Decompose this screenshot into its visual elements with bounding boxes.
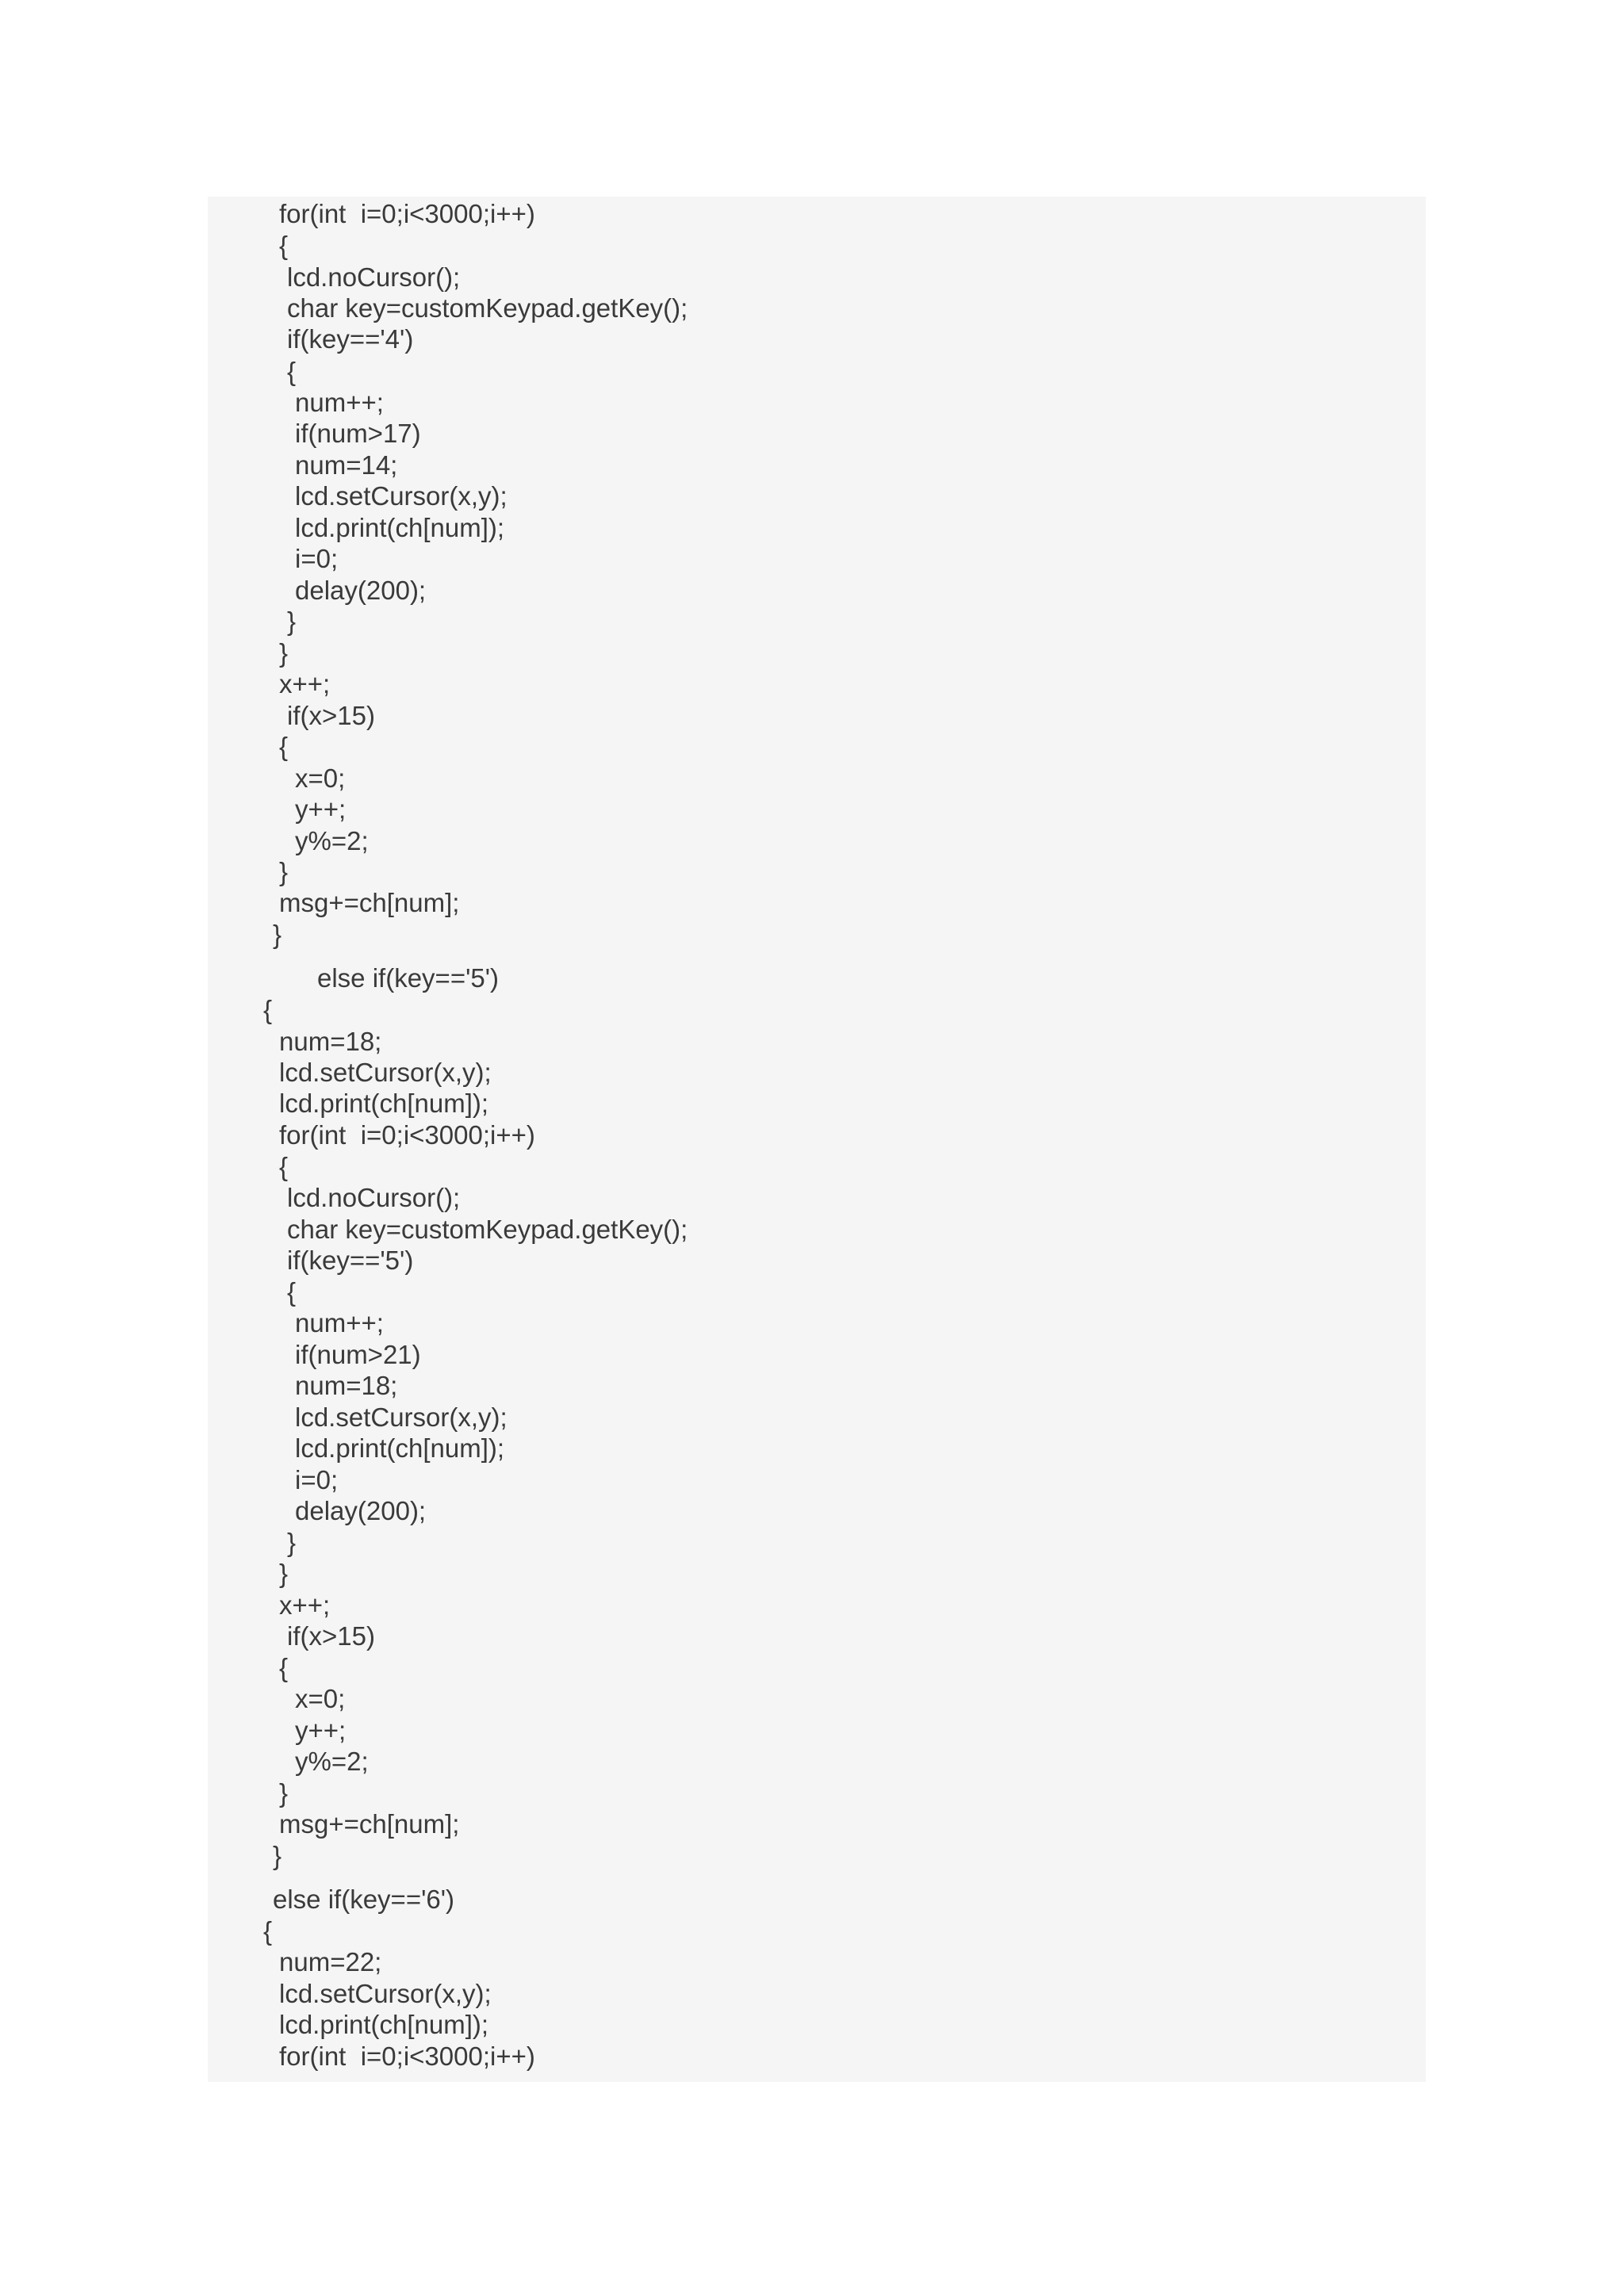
code-line: {: [279, 732, 289, 761]
code-line: i=0;: [295, 544, 339, 573]
code-line: if(num>21): [295, 1340, 421, 1369]
code-line: if(num>17): [295, 419, 421, 448]
code-line: {: [287, 357, 297, 386]
code-line: num=18;: [279, 1027, 382, 1056]
code-line: if(key=='4'): [287, 324, 414, 354]
code-line: lcd.print(ch[num]);: [295, 1433, 505, 1463]
code-line: char key=customKeypad.getKey();: [287, 1215, 688, 1244]
code-line: {: [287, 1277, 297, 1307]
code-line: if(key=='5'): [287, 1246, 414, 1275]
code-line: i=0;: [295, 1465, 339, 1494]
code-line: delay(200);: [295, 1496, 427, 1525]
code-line: lcd.print(ch[num]);: [295, 513, 505, 542]
code-line: lcd.setCursor(x,y);: [295, 1402, 508, 1432]
code-line: for(int i=0;i<3000;i++): [279, 1120, 535, 1150]
code-line: {: [279, 231, 289, 260]
code-line: delay(200);: [295, 576, 427, 605]
code-line: }: [279, 1778, 289, 1808]
code-line: num++;: [295, 388, 384, 417]
code-line: }: [279, 638, 289, 668]
code-line: lcd.setCursor(x,y);: [279, 1058, 492, 1087]
code-line: msg+=ch[num];: [279, 1809, 460, 1839]
code-line: }: [279, 1559, 289, 1588]
code-line: x++;: [279, 1590, 331, 1620]
code-line: y%=2;: [295, 826, 369, 855]
code-line: }: [273, 1841, 282, 1870]
code-line: lcd.noCursor();: [287, 1183, 461, 1212]
code-line: }: [287, 1528, 297, 1557]
code-line: {: [279, 1152, 289, 1181]
code-line: num=18;: [295, 1371, 398, 1400]
code-line: for(int i=0;i<3000;i++): [279, 199, 535, 228]
code-line: y++;: [295, 1716, 347, 1745]
code-line: y++;: [295, 794, 347, 824]
code-line: lcd.setCursor(x,y);: [295, 481, 508, 511]
code-line: num++;: [295, 1308, 384, 1337]
code-line: }: [279, 857, 289, 886]
code-line: num=14;: [295, 450, 398, 480]
code-line: char key=customKeypad.getKey();: [287, 293, 688, 323]
code-line: {: [263, 995, 273, 1024]
code-line: lcd.print(ch[num]);: [279, 2010, 489, 2039]
code-line: num=22;: [279, 1947, 382, 1976]
code-line: }: [273, 920, 282, 949]
code-line: }: [287, 607, 297, 636]
code-line: lcd.setCursor(x,y);: [279, 1979, 492, 2008]
code-line: msg+=ch[num];: [279, 888, 460, 917]
code-line: {: [279, 1653, 289, 1682]
code-line: lcd.noCursor();: [287, 262, 461, 292]
code-line: lcd.print(ch[num]);: [279, 1089, 489, 1118]
code-line: else if(key=='6'): [273, 1885, 455, 1914]
code-line: for(int i=0;i<3000;i++): [279, 2042, 535, 2071]
code-line: x=0;: [295, 1684, 346, 1713]
code-line: if(x>15): [287, 1621, 375, 1651]
code-line: {: [263, 1916, 273, 1946]
code-block: [208, 197, 1426, 2082]
code-line: x++;: [279, 669, 331, 698]
code-line: y%=2;: [295, 1747, 369, 1776]
code-line: if(x>15): [287, 701, 375, 730]
code-line: x=0;: [295, 763, 346, 793]
code-line: else if(key=='5'): [317, 963, 500, 993]
